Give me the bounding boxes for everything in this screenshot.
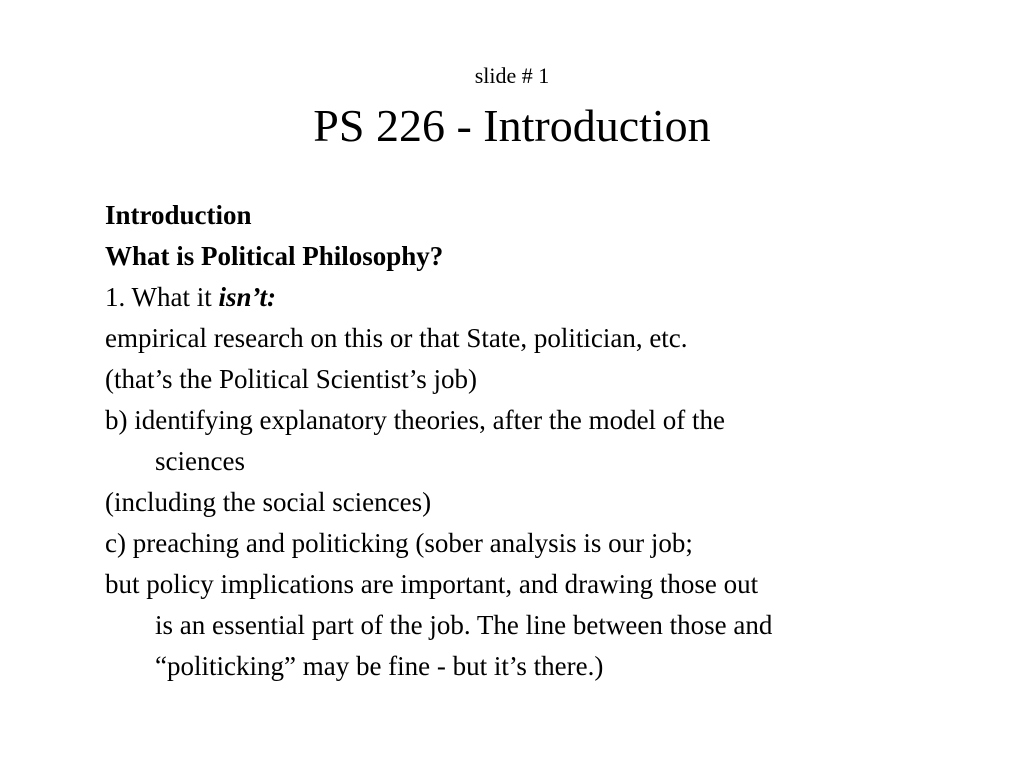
item-c: c) preaching and politicking (sober analysis is our job;	[105, 528, 693, 558]
item-c-note-line-1: but policy implications are important, and drawing those out	[105, 569, 759, 599]
section-subheading: What is Political Philosophy?	[105, 241, 444, 271]
point-1	[105, 277, 985, 318]
point-1-prefix: 1. What it	[105, 282, 219, 312]
item-b-line-1: b) identifying explanatory theories, after the model of the	[105, 405, 726, 435]
slide-title: PS 226 - Introduction	[313, 100, 711, 151]
item-a-note: (that’s the Political Scientist’s job)	[105, 364, 477, 394]
item-b-line-2: sciences	[155, 446, 245, 476]
point-1-emphasis: isn’t:	[218, 282, 276, 312]
item-c-note-line-3: “politicking” may be fine - but it’s there.)	[155, 651, 604, 681]
item-a: empirical research on this or that State, politician, etc.	[105, 323, 688, 353]
section-heading: Introduction	[105, 200, 252, 230]
item-b-note: (including the social sciences)	[105, 487, 432, 517]
slide-body	[105, 195, 985, 687]
slide-number: slide # 1	[474, 63, 550, 88]
item-c-note-line-2: is an essential part of the job. The line between those and	[155, 610, 773, 640]
